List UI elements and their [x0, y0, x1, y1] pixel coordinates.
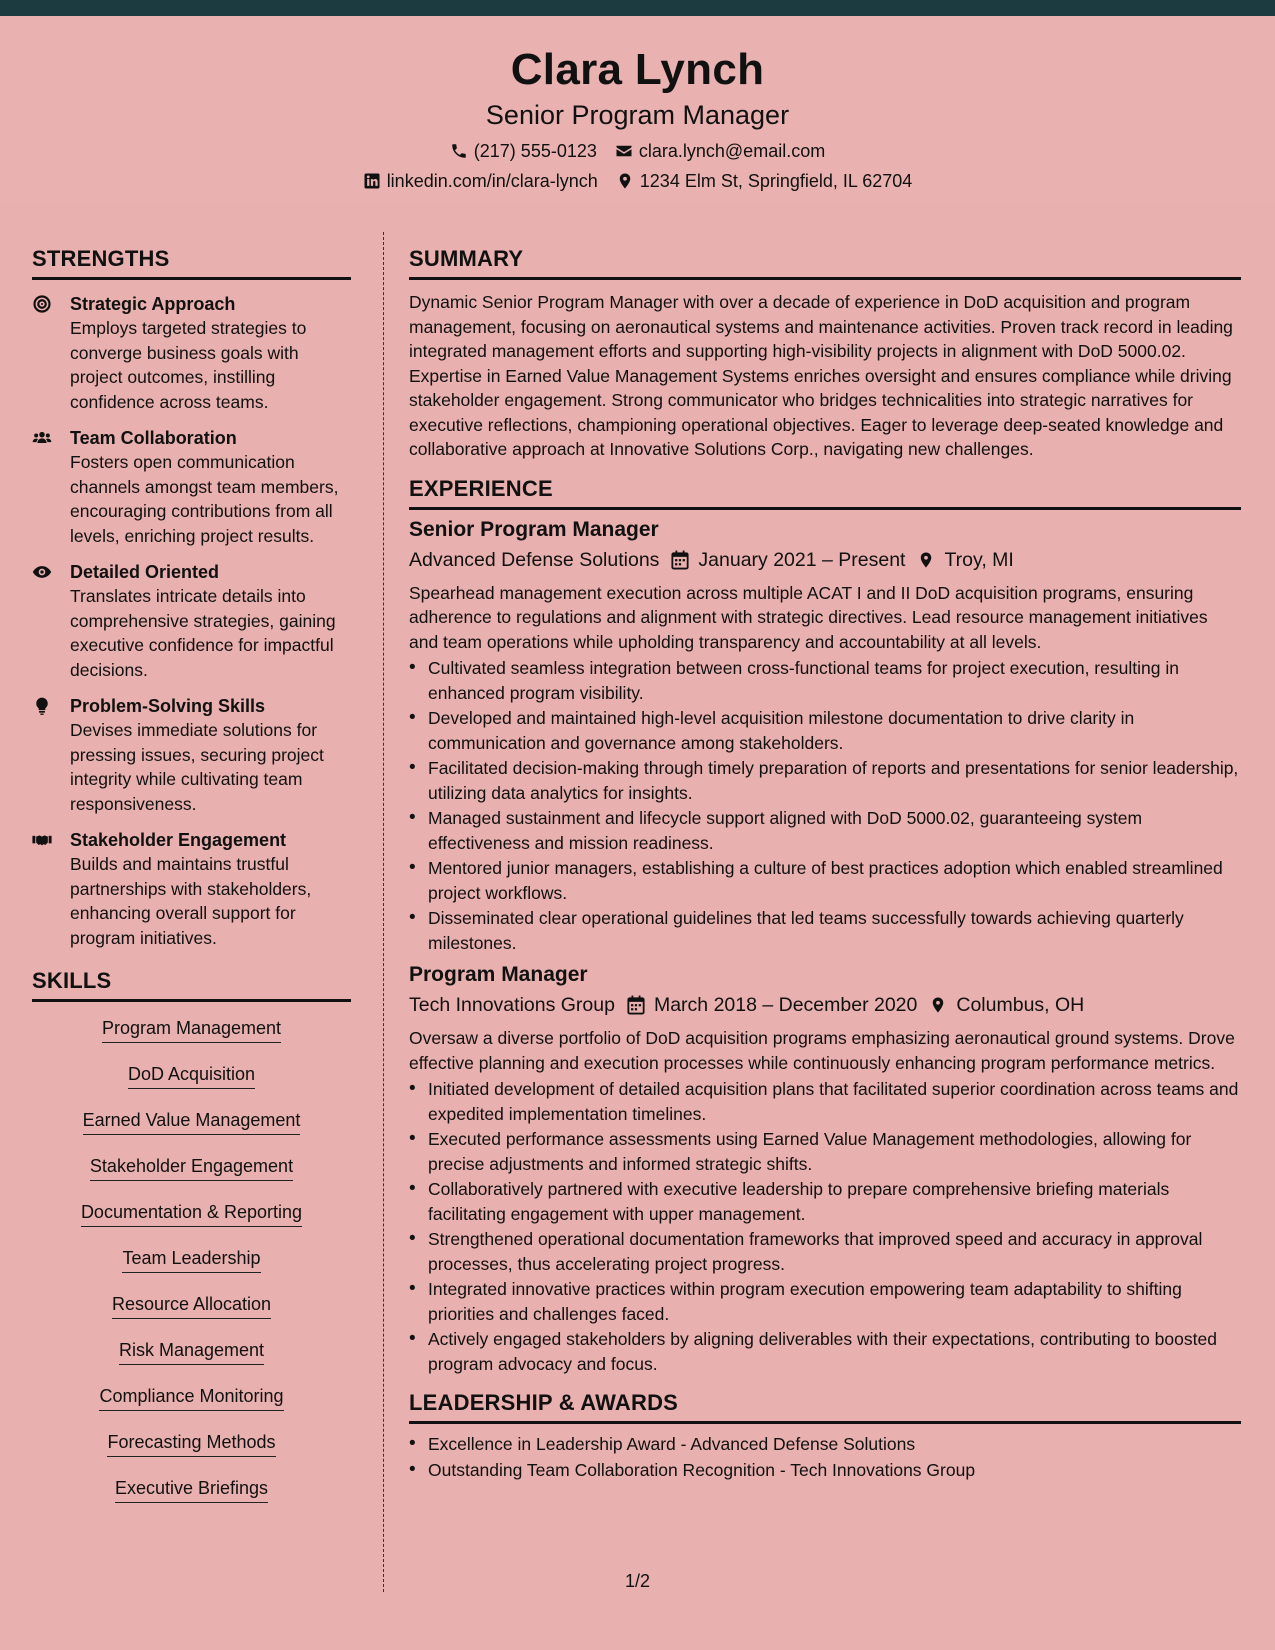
email-contact[interactable] — [615, 140, 825, 162]
job-entry — [409, 961, 1241, 1376]
resume-header — [0, 16, 1275, 204]
address-text: 1234 Elm St, Springfield, IL 62704 — [639, 171, 913, 191]
job-bullets — [409, 1077, 1241, 1376]
awards-heading: LEADERSHIP & AWARDS — [409, 1390, 1241, 1424]
job-bullets — [409, 656, 1241, 955]
award-item: • Outstanding Team Collaboration Recognition - Tech Innovations Group — [409, 1458, 1241, 1483]
skill-item: Earned Value Management — [83, 1108, 301, 1135]
strength-title: Detailed Oriented — [70, 562, 220, 582]
skill-item: Resource Allocation — [112, 1292, 271, 1319]
users-icon — [32, 426, 56, 548]
email-text: clara.lynch@email.com — [638, 141, 826, 161]
calendar-icon — [627, 995, 645, 1015]
eye-icon — [32, 560, 56, 682]
strength-description: Translates intricate details into comprehensive strategies, gaining executive confidence for impactful decisions. — [70, 586, 336, 680]
skill-item: Program Management — [102, 1016, 281, 1043]
map-pin-icon — [917, 550, 935, 570]
strength-description: Employs targeted strategies to converge business goals with project outcomes, instilling confidence across teams. — [70, 318, 307, 412]
job-bullet: • Collaboratively partnered with executive leadership to prepare comprehensive briefing materials facilitating engagement with upper management. — [409, 1177, 1241, 1226]
column-divider — [383, 232, 384, 1592]
job-company: Tech Innovations Group — [409, 994, 615, 1016]
job-bullet: • Actively engaged stakeholders by aligning deliverables with their expectations, contributing to boosted program advocacy and focus. — [409, 1327, 1241, 1376]
job-dates-text: March 2018 – December 2020 — [653, 994, 918, 1016]
left-column — [32, 246, 351, 1522]
strength-description: Builds and maintains trustful partnerships with stakeholders, enhancing overall support for program initiatives. — [70, 854, 312, 948]
candidate-role: Senior Program Manager — [485, 100, 790, 130]
job-description: Spearhead management execution across multiple ACAT I and II DoD acquisition programs, ensuring adherence to regulations and alignment with strategic directives. Lead resource management initiatives and team operations while upholding transparency and accountability at all levels. — [409, 582, 1208, 652]
candidate-name: Clara Lynch — [510, 45, 765, 94]
job-bullet: • Strengthened operational documentation frameworks that improved speed and accuracy in approval processes, thus accelerating project progress. — [409, 1227, 1241, 1276]
address-contact — [616, 170, 913, 192]
job-entry — [409, 516, 1241, 956]
strength-title: Problem-Solving Skills — [70, 696, 266, 716]
summary-text: Dynamic Senior Program Manager with over a decade of experience in DoD acquisition and program management, focusing on aeronautical systems and maintenance activities. Proven track record in leading integrated management efforts and supporting high-visibility projects in alignment with DoD 5000.02. Expertise in Earned Value Management Systems enriches oversight and ensures compliance while driving stakeholder engagement. Strong communicator who bridges technicalities into strategic narratives for executive reflections, championing operational objectives. Eager to leverage deep-seated knowledge and collaborative approach at Innovative Solutions Corp., navigating new challenges. — [409, 292, 1233, 459]
job-bullet: • Managed sustainment and lifecycle support aligned with DoD 5000.02, guaranteeing system effectiveness and mission readiness. — [409, 806, 1241, 855]
skill-item: Team Leadership — [122, 1246, 260, 1273]
job-meta — [409, 546, 1241, 574]
strength-description: Devises immediate solutions for pressing issues, securing project integrity while cultivating team responsiveness. — [70, 720, 324, 814]
linkedin-contact[interactable] — [363, 170, 598, 192]
strength-item — [32, 426, 351, 548]
job-location — [929, 991, 1084, 1019]
job-location — [917, 546, 1013, 574]
strength-title: Strategic Approach — [70, 294, 236, 314]
job-description: Oversaw a diverse portfolio of DoD acquisition programs emphasizing aeronautical ground systems. Drove effective planning and execution processes while continuously enhancing program performance metrics. — [409, 1028, 1235, 1073]
strength-title: Team Collaboration — [70, 428, 237, 448]
target-icon — [32, 292, 56, 414]
skill-item: Stakeholder Engagement — [90, 1154, 293, 1181]
strength-item — [32, 560, 351, 682]
linkedin-text: linkedin.com/in/clara-lynch — [386, 171, 598, 191]
job-dates — [671, 546, 905, 574]
skill-item: Documentation & Reporting — [81, 1200, 302, 1227]
strength-title: Stakeholder Engagement — [70, 830, 287, 850]
awards-list — [409, 1432, 1241, 1482]
strength-item — [32, 292, 351, 414]
phone-contact — [450, 140, 597, 162]
strength-item — [32, 694, 351, 816]
job-location-text: Columbus, OH — [956, 994, 1085, 1016]
contact-line-2 — [0, 170, 1275, 192]
skill-item: Compliance Monitoring — [99, 1384, 283, 1411]
job-title: Senior Program Manager — [409, 517, 659, 541]
skills-list — [32, 1016, 351, 1522]
job-bullet: • Executed performance assessments using Earned Value Management methodologies, allowing for precise adjustments and informed strategic shifts. — [409, 1127, 1241, 1176]
page-number: 1/2 — [624, 1571, 651, 1591]
job-meta — [409, 991, 1241, 1019]
strengths-heading: STRENGTHS — [32, 246, 351, 280]
strength-item — [32, 828, 351, 950]
job-bullet: • Disseminated clear operational guidelines that led teams successfully towards achieving quarterly milestones. — [409, 906, 1241, 955]
award-item: • Excellence in Leadership Award - Advanced Defense Solutions — [409, 1432, 1241, 1457]
job-bullet: • Cultivated seamless integration between cross-functional teams for project execution, resulting in enhanced program visibility. — [409, 656, 1241, 705]
skills-heading: SKILLS — [32, 968, 351, 1002]
strengths-list — [32, 292, 351, 950]
job-bullet: • Integrated innovative practices within program execution empowering team adaptability to shifting priorities and challenges faced. — [409, 1277, 1241, 1326]
map-pin-icon — [616, 172, 634, 190]
job-bullet: • Developed and maintained high-level acquisition milestone documentation to drive clarity in communication and governance among stakeholders. — [409, 706, 1241, 755]
job-bullet: • Facilitated decision-making through timely preparation of reports and presentations for senior leadership, utilizing data analytics for insights. — [409, 756, 1241, 805]
phone-text: (217) 555-0123 — [473, 141, 597, 161]
job-dates-text: January 2021 – Present — [698, 548, 906, 571]
summary-heading: SUMMARY — [409, 246, 1241, 280]
skill-item: Risk Management — [119, 1338, 264, 1365]
handshake-icon — [32, 828, 56, 950]
calendar-icon — [671, 550, 689, 570]
right-column — [409, 246, 1241, 1483]
linkedin-icon — [363, 172, 381, 190]
job-title: Program Manager — [409, 963, 588, 986]
job-bullet: • Mentored junior managers, establishing a culture of best practices adoption which enabled streamlined project workflows. — [409, 856, 1241, 905]
envelope-icon — [615, 142, 633, 160]
job-company: Advanced Defense Solutions — [409, 548, 660, 571]
lightbulb-icon — [32, 694, 56, 816]
experience-heading: EXPERIENCE — [409, 476, 1241, 510]
strength-description: Fosters open communication channels amongst team members, encouraging contributions from all levels, enriching project results. — [70, 452, 339, 546]
skill-item: DoD Acquisition — [128, 1062, 255, 1089]
phone-icon — [450, 142, 468, 160]
skill-item: Forecasting Methods — [107, 1430, 275, 1457]
job-dates — [627, 991, 917, 1019]
map-pin-icon — [929, 995, 947, 1015]
job-location-text: Troy, MI — [944, 548, 1014, 571]
job-bullet: • Initiated development of detailed acquisition plans that facilitated superior coordination across teams and expedited implementation timelines. — [409, 1077, 1241, 1126]
top-accent-bar — [0, 0, 1275, 16]
skill-item: Executive Briefings — [115, 1476, 268, 1503]
contact-line-1 — [0, 140, 1275, 162]
